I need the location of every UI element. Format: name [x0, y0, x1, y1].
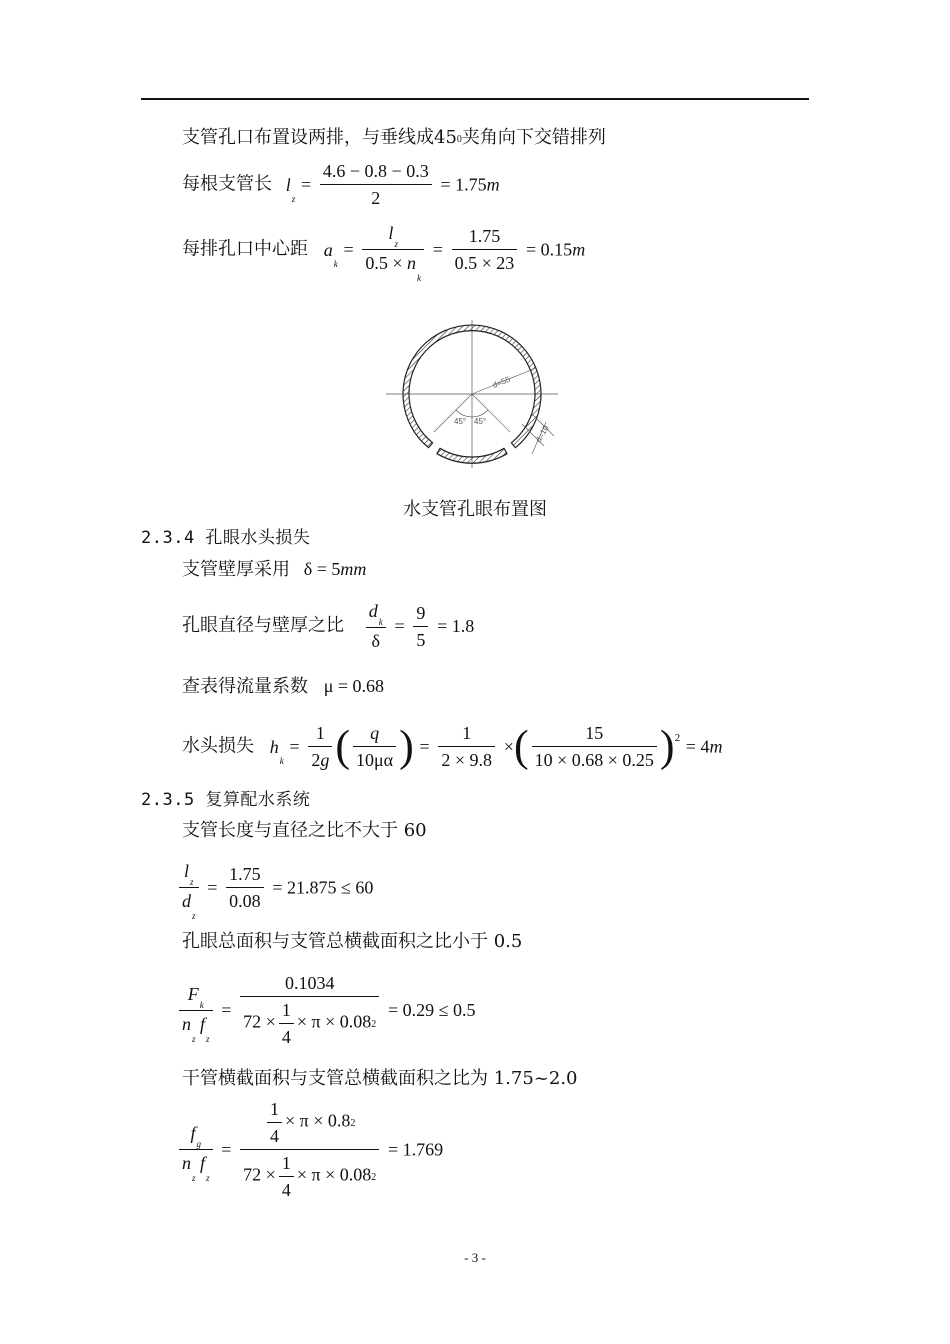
fraction: $\frac{4.6 - 0.8 - 0.3}{2}$ [320, 160, 432, 209]
formula-head-loss: 水头损失 $h_k$ = $\frac{1}{2g}$ ( $\frac{q}{10\mu\alpha}$ ) = $\frac{1}{2 \times 9.8}$ ×( $\frac{15}{10 \times 0.68 \times 0.25}$ )$^2$ = 4m [182, 721, 723, 771]
fraction: $\frac{l_z}{d_z}$ [179, 860, 199, 915]
fraction: $\frac{1}{4}$ × π × 0.82 72 × $\frac{1}{4}$ × π × 0.082 [240, 1098, 379, 1201]
fraction: $\frac{f_g}{n_z f_z}$ [179, 1122, 213, 1177]
fraction: $\frac{1.75}{0.5 \times 23}$ [452, 225, 518, 274]
fraction: $\frac{1}{2 \times 9.8}$ [438, 722, 495, 771]
formula-length-diameter-ratio: $\frac{l_z}{d_z}$ = $\frac{1.75}{0.08}$ = 21.875 ≤ 60 [176, 860, 373, 915]
branch-pipe-hole-diagram [380, 318, 580, 488]
page-number: - 3 - [464, 1250, 486, 1265]
fraction: 0.1034 72 × $\frac{1}{4}$ × π × 0.082 [240, 972, 379, 1048]
angle-label-right: 45° [474, 417, 487, 426]
figure-caption: 水支管孔眼布置图 [403, 499, 547, 520]
fraction: $\frac{F_k}{n_z f_z}$ [179, 983, 213, 1038]
text-line-1: 支管孔口布置设两排，与垂线成450夹角向下交错排列 [182, 127, 606, 148]
formula-hole-spacing: 每排孔口中心距 $a_k$ = $\frac{l_z}{0.5 \times n_k}$ = $\frac{1.75}{0.5 \times 23}$ = 0.15m [182, 223, 586, 283]
fraction: $\frac{q}{10\mu\alpha}$ [353, 722, 396, 771]
formula-flow-coefficient: 查表得流量系数 μ = 0.68 [182, 676, 385, 697]
hole-dim-label: d=10 [533, 423, 551, 444]
angle-label-left: 45° [454, 417, 467, 426]
fraction: $\frac{9}{5}$ [413, 602, 428, 651]
formula-branch-length: 每根支管长 $l_z$ = $\frac{4.6 - 0.8 - 0.3}{2}$ = 1.75m [182, 161, 500, 208]
section-heading-2-3-4: 2.3.4 孔眼水头损失 [141, 528, 311, 548]
fraction: $\frac{15}{10 \times 0.68 \times 0.25}$ [532, 722, 657, 771]
formula-diameter-thickness-ratio: 孔眼直径与壁厚之比 $\frac{d_k}{\delta}$ = $\frac{9}{5}$ = 1.8 [182, 601, 475, 651]
fraction: $\frac{1}{2g}$ [308, 722, 332, 771]
section-heading-2-3-5: 2.3.5 复算配水系统 [141, 790, 311, 810]
diameter-label: d=55 [491, 374, 512, 390]
angle-line-left [434, 394, 472, 432]
fraction: $\frac{1.75}{0.08}$ [226, 863, 264, 912]
text-main-branch-ratio-rule: 干管横截面积与支管总横截面积之比为 1.75~2.0 [182, 1068, 578, 1089]
formula-wall-thickness: 支管壁厚采用 δ = 5mm [182, 559, 367, 580]
text-length-diameter-rule: 支管长度与直径之比不大于 60 [182, 820, 427, 841]
formula-hole-area-ratio: $\frac{F_k}{n_z f_z}$ = 0.1034 72 × $\frac{1}{4}$ × π × 0.082 = 0.29 ≤ 0.5 [176, 972, 475, 1048]
angle-line-right [472, 394, 510, 432]
text-area-ratio-rule: 孔眼总面积与支管总横截面积之比小于 0.5 [182, 931, 523, 952]
formula-main-branch-ratio: $\frac{f_g}{n_z f_z}$ = $\frac{1}{4}$ × π × 0.82 72 × $\frac{1}{4}$ × π × 0.082 = 1.769 [176, 1098, 443, 1201]
header-rule [141, 98, 809, 100]
fraction: $\frac{l_z}{0.5 \times n_k}$ [362, 222, 424, 277]
fraction: $\frac{d_k}{\delta}$ [366, 600, 386, 652]
